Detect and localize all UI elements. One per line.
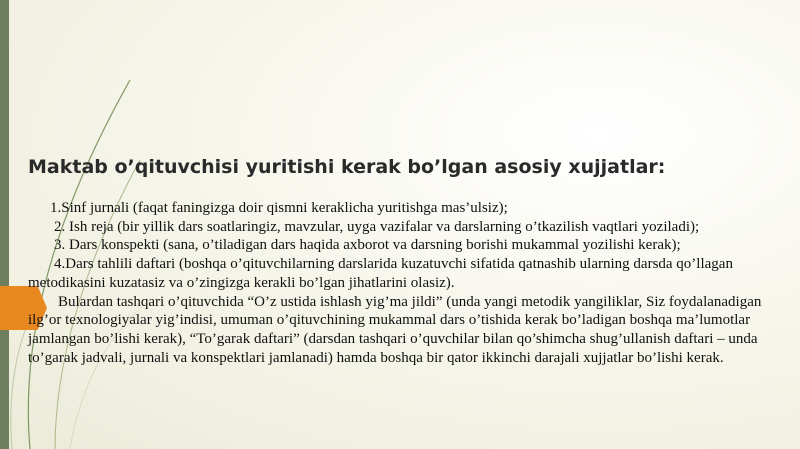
paragraph-3: 3. Dars konspekti (sana, o’tiladigan dars haqida axborot va darsning borishi mukammal yozilishi kerak);: [54, 237, 681, 254]
slide-body: [28, 199, 788, 367]
slide-title: Maktab o’qituvchisi yuritishi kerak bo’lgan asosiy xujjatlar:: [28, 156, 666, 178]
paragraph-5: Bulardan tashqari o’qituvchida “O’z ustida ishlash yig’ma jildi” (unda yangi metodik yangiliklar, Siz foydalanadigan ilg’or texnologiyalar yig’indisi, umuman o’qituvchining mukammal dars o’tishida kerak bo’ladigan boshqa ma’lumotlar jamlangan bo’lishi kerak), “To’garak daftari” (darsdan tashqari o’quvchilar bilan qo’shimcha shug’ullanish daftari – unda to’garak jadvali, jurnali va konspektlari jamlanadi) hamda boshqa bir qator ikkinchi darajali xujjatlar bo’lishi kerak.: [28, 293, 762, 366]
paragraph-2: 2. Ish reja (bir yillik dars soatlaringiz, mavzular, uyga vazifalar va darslarning o’tkazilish vaqtlari yoziladi);: [54, 218, 700, 235]
paragraph-4: 4.Dars tahlili daftari (boshqa o’qituvchilarning darslarida kuzatuvchi sifatida qatnashib ularning darsda qo’llagan metodikasini kuzatasiz va o’zingizga kerakli bo’lgan jihatlarini olasiz).: [28, 256, 733, 291]
paragraph-1: 1.Sinf jurnali (faqat faningizga doir qismni keraklicha yuritishga mas’ulsiz);: [50, 200, 508, 216]
